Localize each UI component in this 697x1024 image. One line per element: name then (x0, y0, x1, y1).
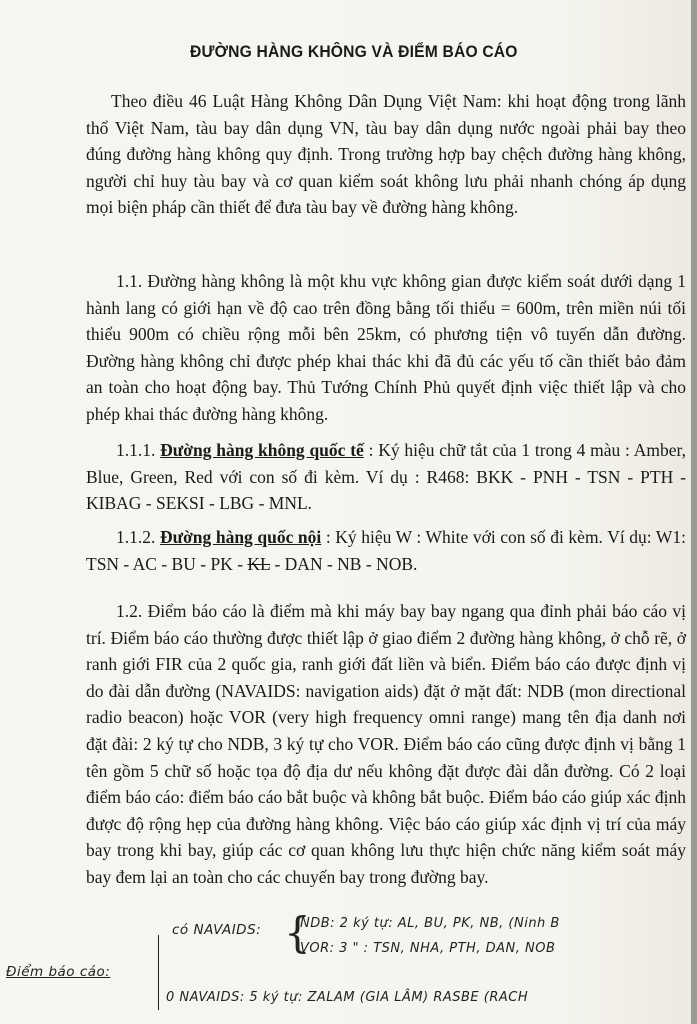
paragraph-1-1-1 (86, 437, 686, 517)
paragraph-tail: - DAN - NB - NOB. (270, 553, 418, 574)
handwritten-no-navaids-line: 0 NAVAIDS: 5 ký tự: ZALAM (GIA LÂM) RASBE (RACH (166, 990, 529, 1005)
handwritten-vor-line: VOR: 3 " : TSN, NHA, PTH, DAN, NOB (300, 941, 556, 956)
paragraph-body: : Ký hiệu chữ tắt của 1 trong 4 màu : Amber, Blue, Green, Red với con số đi kèm. Ví dụ : R468: BKK - PNH - TSN - PTH - KIBAG - SEKSI - LBG - MNL. (86, 440, 686, 514)
paragraph-1-2: 1.2. Điểm báo cáo là điểm mà khi máy bay bay ngang qua đỉnh phải báo cáo vị trí. Điểm báo cáo thường được thiết lập ở giao điểm 2 đường hàng không, ở chỗ rẽ, ở ranh giới FIR của 2 quốc gia, ranh giới đất liền và biển. Điểm báo cáo được định vị do đài dẫn đường (NAVAIDS: navigation aids) đặt ở mặt đất: NDB (mon directional radio beacon) hoặc VOR (very high frequency omni range) mang tên địa danh nơi đặt đài: 2 ký tự cho NDB, 3 ký tự cho VOR. Điểm báo cáo cũng được định vị bằng 1 tên gồm 5 chữ số hoặc tọa độ địa dư nếu không đặt được đài dẫn đường. Có 2 loại điểm báo cáo: điểm báo cáo bắt buộc và không bắt buộc. Điểm báo cáo giúp xác định được độ rộng hẹp của đường hàng không. Việc báo cáo giúp xác định vị trí của máy bay trong khi bay, giúp các cơ quan không lưu thực hiện chức năng kiểm soát máy bay đem lại an toàn cho các chuyến bay trong đường bay. (86, 601, 686, 887)
term-domestic-airway: Đường hàng quốc nội (159, 527, 322, 547)
struck-out-code: KL (247, 553, 271, 574)
paragraph-body: : Ký hiệu W : White với con số đi kèm. Ví dụ: W1: TSN - AC - BU - PK - (86, 527, 687, 574)
page-edge-shadow (691, 0, 697, 1024)
term-international-airway: Đường hàng không quốc tế (160, 440, 364, 460)
paragraph-1-1-2 (86, 524, 686, 577)
handwritten-bracket-line (158, 935, 159, 1010)
handwritten-label: Điểm báo cáo: (6, 964, 111, 980)
handwritten-brace: { (284, 908, 311, 957)
page-title: ĐƯỜNG HÀNG KHÔNG VÀ ĐIỂM BÁO CÁO (190, 42, 518, 61)
handwritten-has-navaids: có NAVAIDS: (172, 922, 262, 938)
paragraph-1-1: 1.1. Đường hàng không là một khu vực không gian được kiểm soát dưới dạng 1 hành lang có giới hạn về độ cao trên đồng bằng tối thiểu = 600m, trên miền núi tối thiểu 900m có chiều rộng mỗi bên 25km, có phương tiện vô tuyến dẫn đường. Đường hàng không chỉ được phép khai thác khi đã đủ các yếu tố cần thiết bảo đảm an toàn cho hoạt động bay. Thủ Tướng Chính Phủ quyết định việc thiết lập và cho phép khai thác đường hàng không. (86, 271, 686, 424)
section-number: 1.1.2. (116, 527, 160, 547)
section-number: 1.1.1. (116, 440, 161, 460)
handwritten-ndb-line: NDB: 2 ký tự: AL, BU, PK, NB, (Ninh B (300, 916, 560, 931)
paragraph-intro: Theo điều 46 Luật Hàng Không Dân Dụng Việt Nam: khi hoạt động trong lãnh thổ Việt Nam, tàu bay dân dụng VN, tàu bay dân dụng nước ngoài phải bay theo đúng đường hàng không quy định. Trong trường hợp bay chệch đường hàng không, người chỉ huy tàu bay và cơ quan kiểm soát không lưu phải nhanh chóng áp dụng mọi biện pháp cần thiết để đưa tàu bay về đường hàng không. (86, 91, 686, 218)
